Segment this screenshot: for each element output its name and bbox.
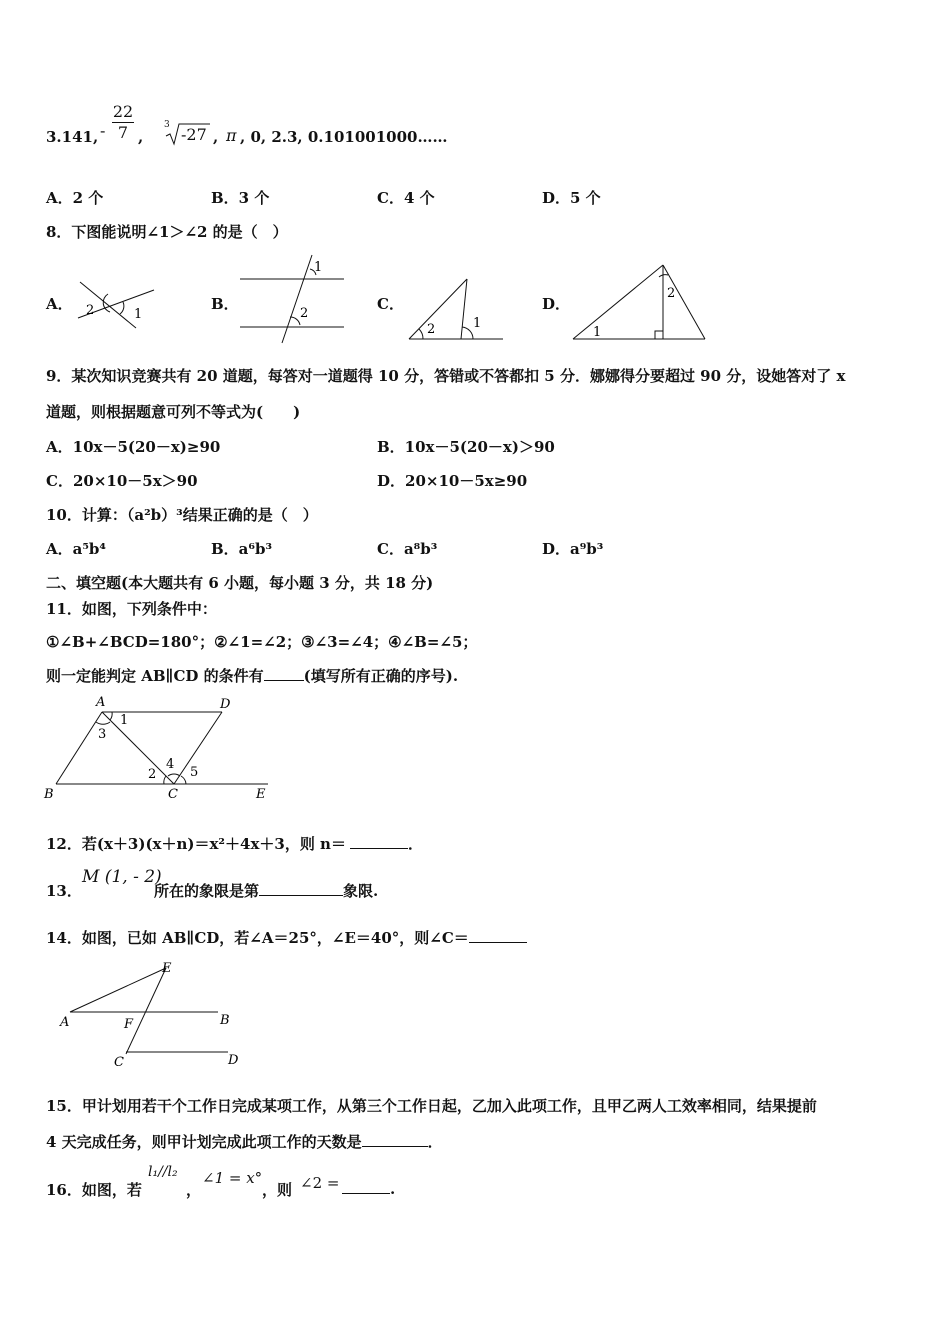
q9-option-b: B．10x－5(20－x)＞90: [377, 438, 555, 456]
q7-option-b: B．3 个: [211, 189, 270, 207]
q12-text: 12．若(x＋3)(x＋n)＝x²＋4x＋3，则 n＝: [46, 835, 346, 853]
q16-answer-blank[interactable]: [342, 1179, 390, 1194]
q13-num: 13．: [46, 882, 82, 900]
q11-label-2: 2: [148, 767, 157, 782]
q14-label-C: C: [114, 1055, 124, 1070]
q8b-label-1: 1: [314, 260, 323, 275]
q16-text2: ，则: [262, 1181, 293, 1199]
q10-option-a: A．a⁵b⁴: [46, 540, 106, 558]
q15-end: ．: [427, 1133, 443, 1151]
q8-figure-a: [78, 280, 156, 332]
q11-label-4: 4: [166, 757, 175, 772]
q8-option-c-letter: C．: [377, 295, 404, 313]
q9-option-c: C．20×10－5x＞90: [46, 472, 198, 490]
q14-label-B: B: [220, 1013, 230, 1028]
q7-denominator: 7: [112, 122, 134, 142]
q8-option-d-letter: D．: [542, 295, 571, 313]
q15-answer-blank[interactable]: [362, 1132, 428, 1147]
q8d-label-1: 1: [593, 325, 602, 340]
q13-answer-blank[interactable]: [259, 881, 343, 896]
q9-text-line1: 9．某次知识竞赛共有 20 道题，每答对一道题得 10 分，答错或不答都扣 5 分．娜娜得分要超过 90 分，设她答对了 x: [46, 367, 846, 385]
q11-label-B: B: [44, 787, 54, 802]
q11-label-5: 5: [190, 765, 199, 780]
q7-comma1: ,: [138, 128, 144, 146]
q8a-label-1: 1: [134, 307, 143, 322]
q9-text-line2: 道题，则根据题意可列不等式为( ): [46, 403, 301, 421]
q7-pi: π: [226, 126, 237, 145]
q14-label-D: D: [228, 1053, 239, 1068]
q11-label-E: E: [256, 787, 266, 802]
q7-option-d: D．5 个: [542, 189, 601, 207]
q10-option-b: B．a⁶b³: [211, 540, 273, 558]
q14-text: 14．如图，已如 AB∥CD，若∠A＝25°，∠E＝40°，则∠C＝: [46, 929, 469, 947]
q8a-label-2: 2: [86, 303, 95, 318]
q12-answer-blank[interactable]: [350, 834, 408, 849]
q8-option-b-letter: B．: [211, 295, 239, 313]
q16-line: [46, 1179, 142, 1200]
q11-text-line3: [46, 665, 458, 686]
q14-figure: [58, 956, 248, 1070]
q10-option-c: C．a⁸b³: [377, 540, 438, 558]
q8-option-a-letter: A．: [46, 295, 73, 313]
q8-figure-d: [571, 263, 709, 343]
q16-target: ∠2 =: [300, 1174, 340, 1192]
q7-comma2: ,: [213, 128, 219, 146]
q11-label-D: D: [220, 697, 231, 712]
q8c-label-1: 1: [473, 316, 482, 331]
q7-lead: 3.141,: [46, 128, 99, 146]
q15-line2: [46, 1131, 443, 1152]
q8d-label-2: 2: [667, 286, 676, 301]
q14-line: [46, 927, 527, 948]
section-2-title: 二、填空题(本大题共有 6 小题，每小题 3 分，共 18 分): [46, 574, 434, 592]
q13-point: M (1, - 2): [82, 867, 162, 887]
q11-text-line3a: 则一定能判定 AB∥CD 的条件有: [46, 667, 264, 685]
q15-text-line2: 4 天完成任务，则甲计划完成此项工作的天数是: [46, 1133, 362, 1151]
q15-text-line1: 15．甲计划用若干个工作日完成某项工作，从第三个工作日起，乙加入此项工作，且甲乙两人工效率相同，结果提前: [46, 1097, 817, 1115]
q11-label-C: C: [168, 787, 178, 802]
q8c-label-2: 2: [427, 322, 436, 337]
q7-option-c: C．4 个: [377, 189, 435, 207]
q14-label-E: E: [162, 961, 172, 976]
q7-numerator: 22: [112, 102, 134, 121]
q12-end: ．: [407, 835, 423, 853]
q11-answer-blank[interactable]: [264, 666, 304, 681]
q13-line: [46, 880, 82, 901]
q16-angle: ∠1 = x°: [202, 1169, 263, 1187]
q7-fraction: [112, 102, 134, 142]
q8b-label-2: 2: [300, 306, 309, 321]
q14-answer-blank[interactable]: [469, 928, 527, 943]
q11-label-A: A: [96, 695, 106, 710]
q11-figure: [44, 694, 276, 804]
q16-tail: [342, 1179, 395, 1198]
q8-figure-b: [238, 255, 348, 343]
q14-label-F: F: [124, 1017, 134, 1032]
q8-text: 8．下图能说明∠1＞∠2 的是（ ）: [46, 223, 288, 241]
q11-label-3: 3: [98, 727, 107, 742]
q13-text: 所在的象限是第: [154, 882, 260, 900]
q16-cond: l₁//l₂: [148, 1164, 178, 1180]
q11-label-1: 1: [120, 713, 129, 728]
q7-rest: , 0, 2.3, 0.101001000……: [240, 128, 448, 146]
q7-option-a: A．2 个: [46, 189, 104, 207]
q9-option-d: D．20×10－5x≥90: [377, 472, 528, 490]
q8-figure-c: [407, 277, 507, 341]
q16-sep: ，: [186, 1181, 202, 1199]
q9-option-a: A．10x－5(20－x)≥90: [46, 438, 221, 456]
q7-radicand: -27: [181, 125, 207, 144]
q13-end: 象限.: [343, 882, 379, 900]
q11-text-line2: ①∠B+∠BCD=180°；②∠1=∠2；③∠3=∠4；④∠B=∠5；: [46, 633, 478, 651]
q12-line: [46, 833, 423, 854]
q14-label-A: A: [60, 1015, 70, 1030]
q10-text: 10．计算：（a²b）³结果正确的是（ ）: [46, 506, 318, 524]
q16-text1: 16．如图，若: [46, 1181, 142, 1199]
q7-neg-sign: -: [100, 121, 106, 140]
q11-text-line3b: (填写所有正确的序号).: [303, 667, 459, 685]
q16-end: .: [390, 1180, 396, 1198]
q13-text-wrap: [154, 880, 378, 901]
q7-radical-index: 3: [164, 120, 170, 130]
q11-text-line1: 11．如图，下列条件中：: [46, 600, 217, 618]
q10-option-d: D．a⁹b³: [542, 540, 604, 558]
